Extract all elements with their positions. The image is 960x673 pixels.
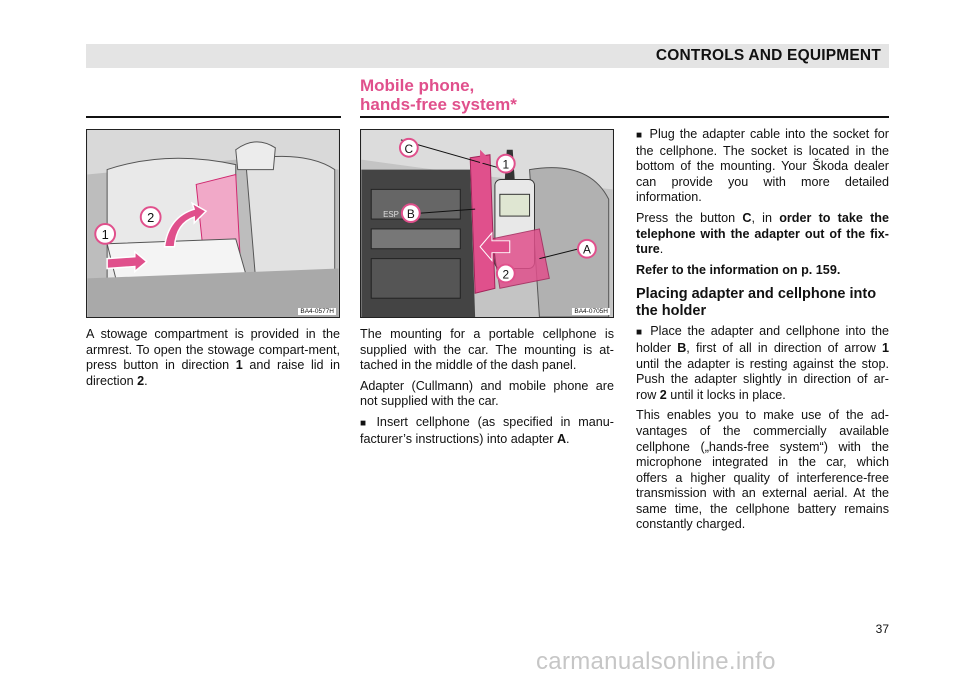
figure-code: BA4-0577H [300, 308, 334, 315]
text-run: until it locks in place. [666, 387, 786, 402]
bold-run: A [556, 431, 567, 446]
figure-label-1: 1 [502, 157, 510, 172]
armrest-paragraph [86, 327, 340, 389]
right-column [636, 127, 889, 538]
bold-run: C [742, 210, 752, 225]
dash-esp-label: ESP [383, 210, 399, 220]
figure-label-2: 2 [502, 267, 510, 282]
text-run: . [144, 373, 148, 388]
mounting-paragraph: The mounting for a portable cellphone is supplied with the car. The mounting is at-tached in the middle of the dash panel. [360, 327, 614, 373]
cable-paragraph [636, 127, 889, 206]
figure-label-b: B [406, 207, 415, 222]
adapter-paragraph: Adapter (Cullmann) and mobile phone are not supplied with the car. [360, 378, 614, 409]
text-run: A stowage compartment is provided in the armrest. To open the stowage compart-ment, press button in direction [86, 327, 340, 373]
page-number: 37 [875, 622, 889, 636]
left-divider [86, 116, 341, 118]
bullet-square-icon: ■ [636, 130, 644, 141]
figure-label-2: 2 [147, 210, 155, 226]
bold-run: B [677, 340, 687, 355]
bold-run: Refer to the information on p. 159. [636, 262, 841, 277]
left-column [86, 327, 340, 394]
advantages-paragraph: This enables you to make use of the ad-vantages of the commercially available cellphone („hands-free system“) with the microphone integrated in the car, which offers a higher quality of interference-free transmission with an external aerial. At the same time, the cellphone battery remains constantly charged. [636, 408, 889, 532]
bullet-square-icon: ■ [636, 327, 645, 339]
bold-run: order to take the telephone with the adapter out of the fix-ture [636, 210, 889, 257]
placing-paragraph [636, 324, 889, 403]
figure-code: BA4-0705H [574, 308, 608, 315]
header-bar [86, 44, 889, 68]
watermark-text: carmanualsonline.info [536, 648, 776, 673]
text-run: , in [751, 210, 780, 225]
figure-label-1: 1 [101, 226, 109, 242]
section-title-line1: Mobile phone, [360, 76, 475, 95]
text-run: , first of all in direction of arrow [686, 340, 882, 355]
press-button-paragraph [636, 211, 889, 258]
text-run: and raise lid in direction [86, 358, 340, 388]
insert-paragraph [360, 415, 614, 447]
text-run: Place the adapter and cellphone into the holder [636, 324, 889, 355]
text-run: Insert cellphone (as specified in manu-facturer’s instructions) into adapter [360, 414, 614, 446]
figure-label-a: A [582, 242, 591, 257]
text-run: . [659, 242, 664, 257]
armrest-figure [86, 129, 340, 318]
text-run: . [566, 431, 570, 446]
section-divider [360, 116, 889, 118]
bullet-square-icon: ■ [360, 417, 371, 429]
text-run: Press the button [636, 210, 743, 225]
bold-run: 2 [137, 373, 145, 388]
bold-run: 1 [235, 358, 243, 373]
armrest-illustration [87, 130, 339, 317]
page-header-title: CONTROLS AND EQUIPMENT [655, 47, 881, 64]
text-run: Plug the adapter cable into the socket for the cellphone. The socket is located in the bottom of the mounting. Your Škoda dealer can provide you with more detailed information. [636, 127, 889, 205]
phone-mount-illustration [361, 130, 613, 317]
placing-heading: Placing adapter and cellphone into the holder [636, 286, 877, 320]
bold-run: 2 [659, 387, 667, 402]
middle-column [360, 327, 614, 452]
section-title-line2: hands-free system* [360, 95, 517, 114]
figure-label-c: C [404, 141, 414, 156]
reference-paragraph [636, 263, 889, 279]
bold-run: 1 [881, 340, 889, 355]
section-title [360, 76, 660, 114]
phone-mount-figure [360, 129, 614, 318]
text-run: until the adapter is resting against the stop. Push the adapter slightly in direction of ar-row [636, 356, 889, 402]
